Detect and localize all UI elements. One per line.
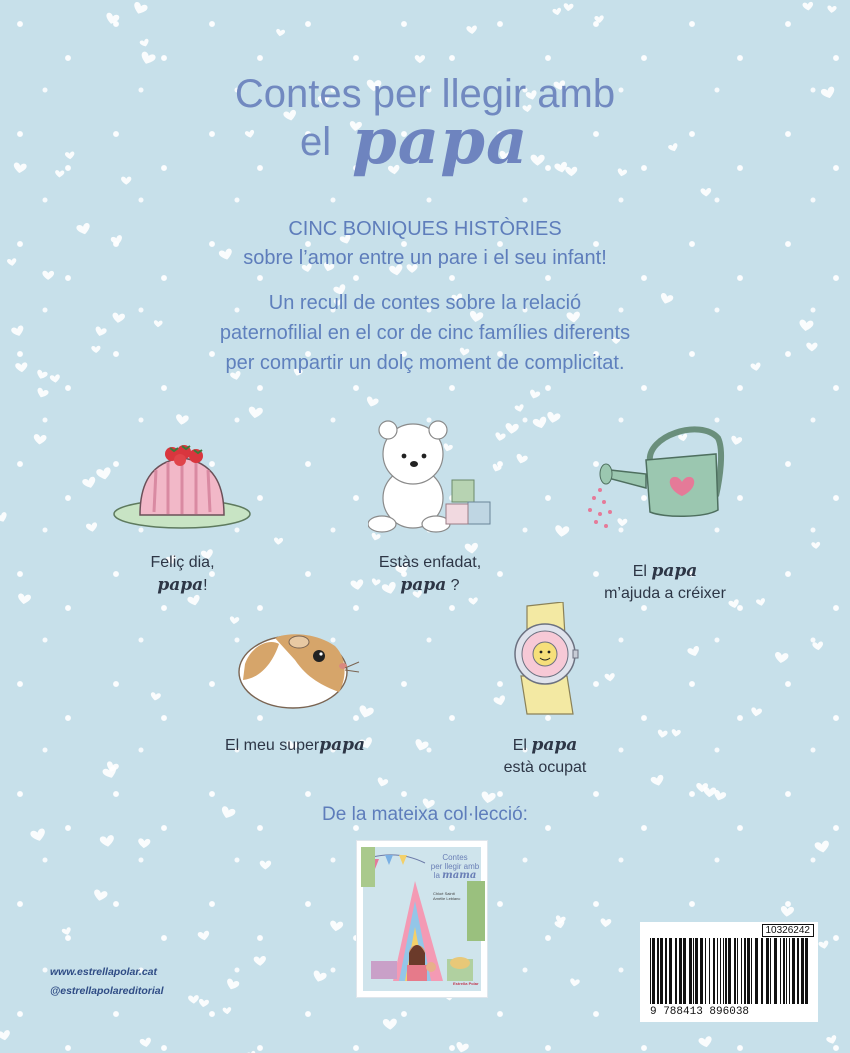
description-line-2: paternofilial en el cor de cinc famílies diferents [219, 322, 631, 344]
collection-book-publisher: Estrella Polar [453, 981, 479, 986]
barcode-code: 10326242 [762, 924, 815, 937]
description-line-3: per compartir un dolç moment de complicitat. [225, 352, 625, 374]
collection-book-title-la: la [433, 871, 440, 880]
story-5-caption-line-1 [470, 734, 620, 757]
story-1-post: ! [203, 577, 208, 594]
story-1-caption-line-1: Feliç dia, [150, 554, 215, 571]
story-1-caption-line-2 [110, 574, 255, 597]
story-3-caption-line-1 [580, 560, 750, 583]
watch-icon [505, 602, 585, 717]
story-4-caption [195, 734, 395, 757]
barcode-panel [640, 922, 818, 1022]
guinea-pig-icon [235, 622, 360, 712]
collection-book-title-line-1: Contes [442, 853, 468, 862]
collection-book-author-1: Chloé Saintt [433, 891, 455, 896]
barcode-isbn: 9 788413 896038 [650, 1006, 750, 1018]
story-4-pre: El meu super [224, 737, 320, 754]
social-handle[interactable]: @estrellapolareditorial [50, 985, 164, 997]
teddy-bear-icon [368, 412, 498, 537]
title-line-1: Contes per llegir amb [234, 72, 616, 116]
collection-book-authors [433, 891, 483, 901]
story-4-papa: papa [319, 735, 366, 755]
collection-book-author-2: Amélie Leblanc [433, 896, 461, 901]
collection-book-cover[interactable] [356, 840, 488, 998]
story-1-papa: papa [157, 575, 204, 595]
story-2-caption-line-2 [340, 574, 520, 597]
story-2-papa: papa [400, 575, 447, 595]
title-line-2-prefix: el [300, 120, 332, 164]
story-3-papa: papa [651, 561, 698, 581]
story-5-pre: El [512, 737, 527, 754]
collection-book-title-line-2: per llegir amb [430, 862, 480, 871]
story-2-caption-line-1: Estàs enfadat, [378, 554, 482, 571]
story-5-papa: papa [531, 735, 578, 755]
description-line-1: Un recull de contes sobre la relació [268, 292, 582, 314]
subtitle-heading: CINC BONIQUES HISTÒRIES [288, 218, 562, 240]
collection-book-title-mama: mama [442, 870, 477, 881]
watering-can-icon [580, 418, 730, 538]
story-3-caption-line-2: m’ajuda a créixer [604, 585, 726, 602]
collection-heading: De la mateixa col·lecció: [322, 804, 528, 825]
barcode-bars [650, 938, 810, 1004]
story-3-pre: El [632, 563, 647, 580]
story-5-caption [470, 734, 620, 779]
story-4-caption-line-1 [195, 734, 395, 757]
story-5-caption-line-2: està ocupat [503, 759, 587, 776]
story-3-caption [580, 560, 750, 605]
story-2-caption [340, 552, 520, 597]
website-link[interactable]: www.estrellapolar.cat [50, 966, 157, 978]
jelly-cake-icon [110, 440, 255, 535]
subtitle-tagline: sobre l’amor entre un pare i el seu infant! [243, 247, 607, 269]
story-2-post: ? [450, 577, 460, 594]
story-1-caption [110, 552, 255, 597]
title-papa-script: papa [352, 104, 529, 179]
collection-book-title [427, 853, 483, 880]
collection-book-title-line-3 [427, 871, 483, 880]
